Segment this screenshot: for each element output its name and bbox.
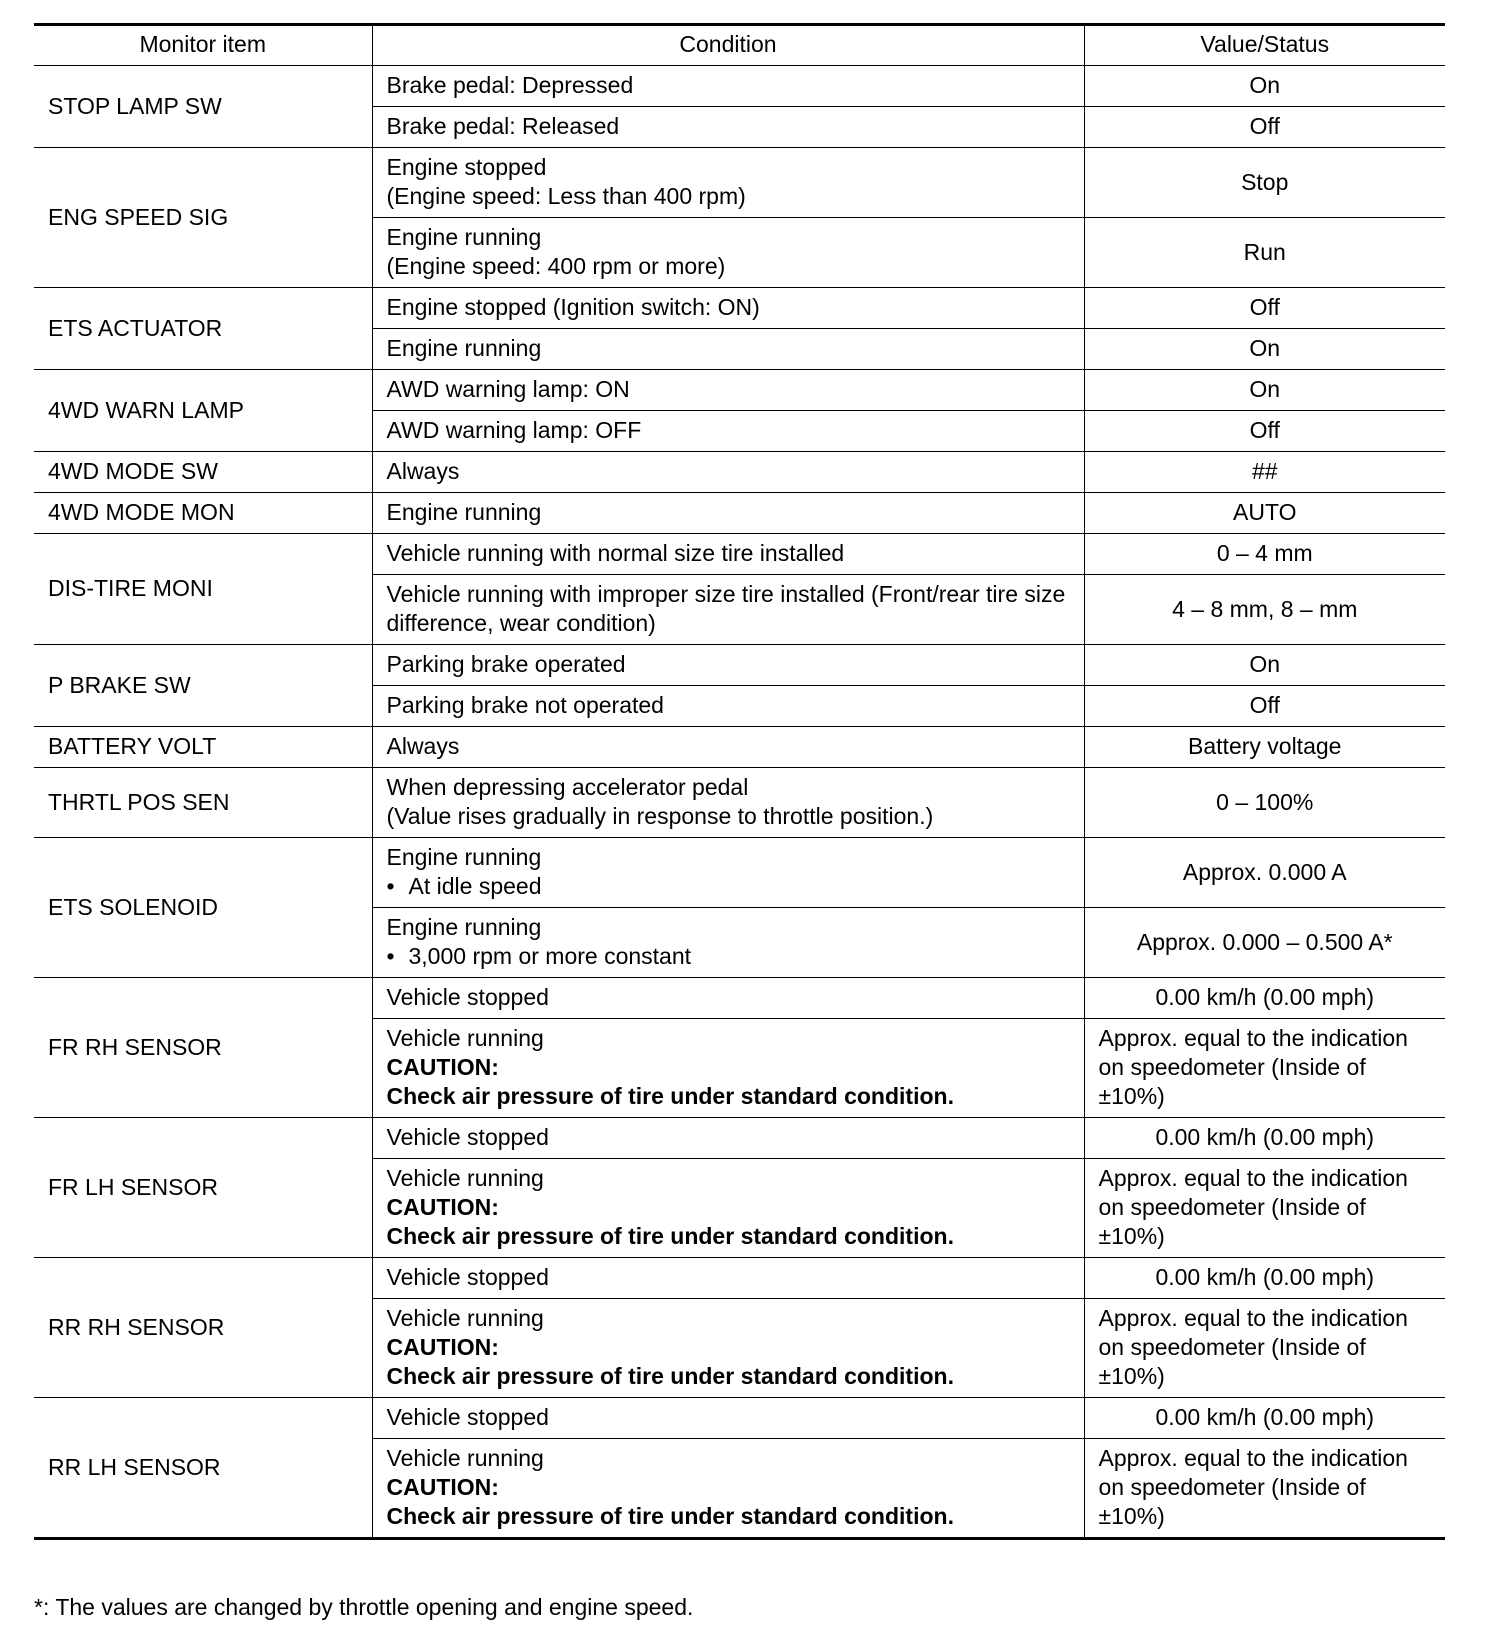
- condition-cell: [372, 645, 1084, 686]
- condition-cell: [372, 1118, 1084, 1159]
- condition-cell: [372, 1299, 1084, 1398]
- value-status-cell: 0.00 km/h (0.00 mph): [1084, 978, 1445, 1019]
- condition-cell: [372, 768, 1084, 838]
- condition-cell: [372, 493, 1084, 534]
- monitor-item-cell: DIS-TIRE MONI: [34, 534, 372, 645]
- value-status-cell: Battery voltage: [1084, 727, 1445, 768]
- table-body: [34, 66, 1445, 1539]
- condition-line: Vehicle running: [386, 1305, 544, 1331]
- condition-line: Vehicle stopped: [386, 984, 549, 1010]
- condition-cell: [372, 908, 1084, 978]
- value-status-cell: 4 – 8 mm, 8 – mm: [1084, 575, 1445, 645]
- monitor-item-cell: RR RH SENSOR: [34, 1258, 372, 1398]
- value-status-cell: Off: [1084, 107, 1445, 148]
- value-status-cell: Approx. 0.000 A: [1084, 838, 1445, 908]
- condition-bullet-line: [387, 872, 1070, 901]
- condition-caution-line: Check air pressure of tire under standard condition.: [386, 1083, 954, 1109]
- condition-caution-line: Check air pressure of tire under standard condition.: [386, 1503, 954, 1529]
- condition-cell: [372, 838, 1084, 908]
- value-line: ±10%): [1098, 1363, 1165, 1389]
- value-line: Approx. equal to the indication: [1098, 1025, 1408, 1051]
- table-header: [34, 25, 1445, 66]
- value-status-cell: [1084, 1019, 1445, 1118]
- condition-line: Vehicle running: [386, 1445, 544, 1471]
- value-status-cell: [1084, 1159, 1445, 1258]
- condition-line: Vehicle stopped: [386, 1124, 549, 1150]
- condition-line: Parking brake not operated: [386, 692, 664, 718]
- condition-line: Vehicle running with improper size tire installed (Front/rear tire size: [386, 581, 1066, 607]
- condition-cell: [372, 107, 1084, 148]
- value-status-cell: ##: [1084, 452, 1445, 493]
- condition-cell: [372, 1439, 1084, 1539]
- condition-caution-line: CAUTION:: [386, 1194, 499, 1220]
- table-row: [34, 66, 1445, 107]
- condition-line: Vehicle stopped: [386, 1264, 549, 1290]
- header-monitor-item: Monitor item: [34, 25, 372, 66]
- condition-line: AWD warning lamp: ON: [386, 376, 630, 402]
- table-row: [34, 493, 1445, 534]
- monitor-item-cell: FR RH SENSOR: [34, 978, 372, 1118]
- monitor-item-cell: ETS ACTUATOR: [34, 288, 372, 370]
- condition-line: Engine running: [386, 499, 542, 525]
- table-row: [34, 452, 1445, 493]
- bullet-icon: •: [386, 943, 395, 969]
- condition-line: (Value rises gradually in response to throttle position.): [386, 803, 934, 829]
- value-status-cell: 0 – 4 mm: [1084, 534, 1445, 575]
- monitor-item-cell: THRTL POS SEN: [34, 768, 372, 838]
- condition-caution-line: CAUTION:: [386, 1054, 499, 1080]
- table-row: [34, 978, 1445, 1019]
- value-status-cell: 0 – 100%: [1084, 768, 1445, 838]
- condition-line: Vehicle stopped: [386, 1404, 549, 1430]
- value-status-cell: On: [1084, 66, 1445, 107]
- value-line: Approx. equal to the indication: [1098, 1165, 1408, 1191]
- condition-cell: [372, 686, 1084, 727]
- header-value-status: Value/Status: [1084, 25, 1445, 66]
- table-row: [34, 148, 1445, 218]
- table-row: [34, 1118, 1445, 1159]
- table-row: [34, 370, 1445, 411]
- condition-cell: [372, 329, 1084, 370]
- condition-line: Engine stopped (Ignition switch: ON): [386, 294, 760, 320]
- condition-line: Brake pedal: Released: [386, 113, 620, 139]
- condition-line: Vehicle running: [386, 1165, 544, 1191]
- table-row: [34, 838, 1445, 908]
- monitor-item-cell: P BRAKE SW: [34, 645, 372, 727]
- condition-cell: [372, 1398, 1084, 1439]
- value-status-cell: 0.00 km/h (0.00 mph): [1084, 1258, 1445, 1299]
- condition-cell: [372, 452, 1084, 493]
- condition-cell: [372, 727, 1084, 768]
- table-row: [34, 1398, 1445, 1439]
- condition-line: Always: [386, 733, 460, 759]
- value-status-cell: Off: [1084, 686, 1445, 727]
- condition-caution-line: CAUTION:: [386, 1474, 499, 1500]
- value-status-cell: On: [1084, 645, 1445, 686]
- value-line: Approx. equal to the indication: [1098, 1305, 1408, 1331]
- monitor-item-cell: 4WD WARN LAMP: [34, 370, 372, 452]
- value-status-cell: [1084, 1299, 1445, 1398]
- monitor-item-cell: FR LH SENSOR: [34, 1118, 372, 1258]
- value-line: on speedometer (Inside of: [1098, 1194, 1366, 1220]
- bullet-icon: •: [386, 873, 395, 899]
- monitor-item-cell: STOP LAMP SW: [34, 66, 372, 148]
- value-status-cell: Off: [1084, 288, 1445, 329]
- condition-cell: [372, 575, 1084, 645]
- value-status-cell: [1084, 1439, 1445, 1539]
- condition-line: difference, wear condition): [386, 610, 656, 636]
- condition-caution-line: Check air pressure of tire under standard condition.: [386, 1363, 954, 1389]
- value-status-cell: Stop: [1084, 148, 1445, 218]
- value-status-cell: Approx. 0.000 – 0.500 A*: [1084, 908, 1445, 978]
- monitor-item-cell: ENG SPEED SIG: [34, 148, 372, 288]
- condition-text: 3,000 rpm or more constant: [408, 943, 692, 969]
- table-row: [34, 288, 1445, 329]
- condition-cell: [372, 1159, 1084, 1258]
- condition-line: Vehicle running with normal size tire installed: [386, 540, 845, 566]
- condition-cell: [372, 1258, 1084, 1299]
- value-status-cell: On: [1084, 329, 1445, 370]
- value-status-cell: Off: [1084, 411, 1445, 452]
- condition-cell: [372, 370, 1084, 411]
- condition-line: Parking brake operated: [386, 651, 626, 677]
- monitor-item-cell: ETS SOLENOID: [34, 838, 372, 978]
- condition-line: Always: [386, 458, 460, 484]
- monitor-table: [34, 23, 1445, 1540]
- value-line: ±10%): [1098, 1223, 1165, 1249]
- condition-line: AWD warning lamp: OFF: [386, 417, 642, 443]
- condition-line: (Engine speed: 400 rpm or more): [386, 253, 726, 279]
- condition-line: Engine stopped: [386, 154, 547, 180]
- table-row: [34, 534, 1445, 575]
- condition-line: Vehicle running: [386, 1025, 544, 1051]
- value-status-cell: Run: [1084, 218, 1445, 288]
- table-row: [34, 727, 1445, 768]
- condition-caution-line: Check air pressure of tire under standard condition.: [386, 1223, 954, 1249]
- value-line: on speedometer (Inside of: [1098, 1334, 1366, 1360]
- condition-cell: [372, 148, 1084, 218]
- condition-cell: [372, 411, 1084, 452]
- condition-text: At idle speed: [408, 873, 542, 899]
- value-status-cell: 0.00 km/h (0.00 mph): [1084, 1118, 1445, 1159]
- value-status-cell: AUTO: [1084, 493, 1445, 534]
- condition-cell: [372, 534, 1084, 575]
- header-condition: Condition: [372, 25, 1084, 66]
- header-row: [34, 25, 1445, 66]
- monitor-item-cell: RR LH SENSOR: [34, 1398, 372, 1539]
- value-line: ±10%): [1098, 1503, 1165, 1529]
- condition-line: (Engine speed: Less than 400 rpm): [386, 183, 746, 209]
- table-row: [34, 768, 1445, 838]
- condition-line: Engine running: [386, 224, 542, 250]
- table-row: [34, 645, 1445, 686]
- condition-line: When depressing accelerator pedal: [386, 774, 749, 800]
- condition-line: Brake pedal: Depressed: [386, 72, 634, 98]
- value-line: Approx. equal to the indication: [1098, 1445, 1408, 1471]
- condition-line: Engine running: [386, 335, 542, 361]
- value-status-cell: On: [1084, 370, 1445, 411]
- monitor-item-cell: 4WD MODE SW: [34, 452, 372, 493]
- footnote: *: The values are changed by throttle opening and engine speed.: [34, 1594, 694, 1620]
- table-row: [34, 1258, 1445, 1299]
- condition-line: Engine running: [386, 844, 542, 870]
- condition-cell: [372, 66, 1084, 107]
- condition-caution-line: CAUTION:: [386, 1334, 499, 1360]
- condition-cell: [372, 978, 1084, 1019]
- value-line: on speedometer (Inside of: [1098, 1474, 1366, 1500]
- monitor-item-cell: BATTERY VOLT: [34, 727, 372, 768]
- value-status-cell: 0.00 km/h (0.00 mph): [1084, 1398, 1445, 1439]
- condition-line: Engine running: [386, 914, 542, 940]
- condition-cell: [372, 218, 1084, 288]
- value-line: ±10%): [1098, 1083, 1165, 1109]
- monitor-item-cell: 4WD MODE MON: [34, 493, 372, 534]
- condition-cell: [372, 288, 1084, 329]
- condition-bullet-line: [387, 942, 1070, 971]
- condition-cell: [372, 1019, 1084, 1118]
- value-line: on speedometer (Inside of: [1098, 1054, 1366, 1080]
